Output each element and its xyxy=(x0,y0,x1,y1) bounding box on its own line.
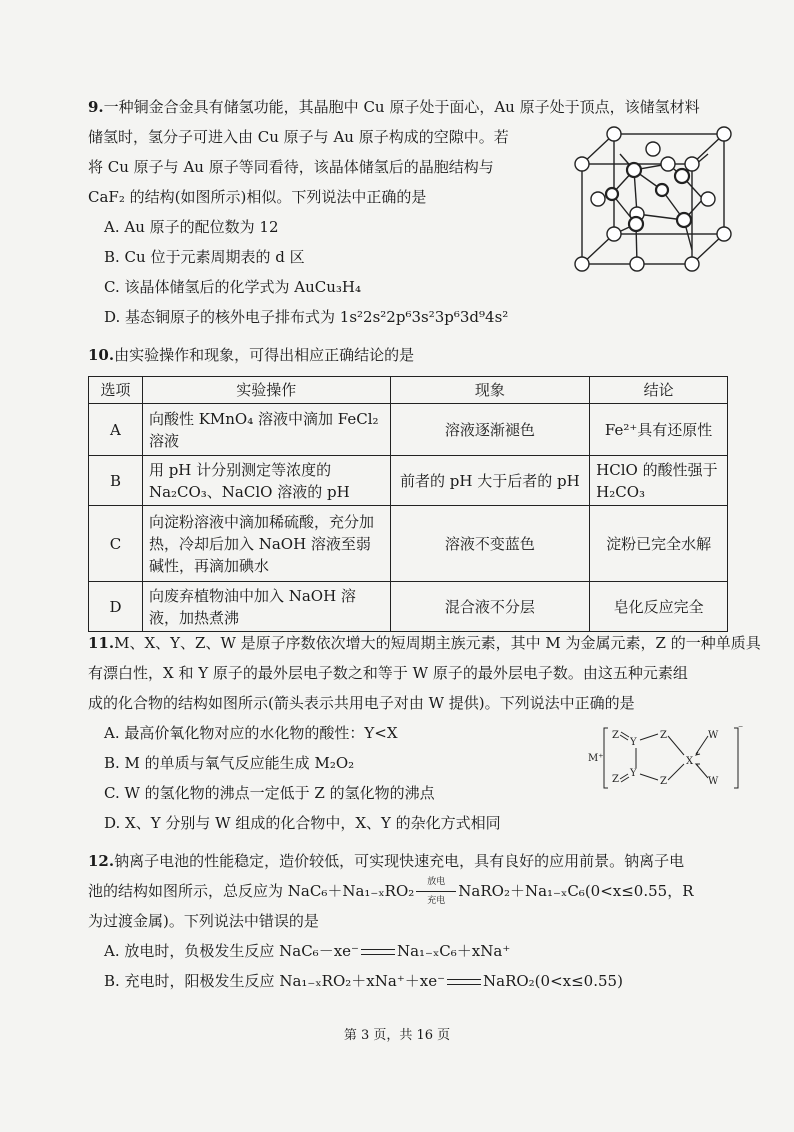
struct-charge: ⁻ xyxy=(738,724,744,735)
struct-w: W xyxy=(708,730,719,741)
table-row xyxy=(89,456,728,506)
option-a: A. 最高价氧化物对应的水化物的酸性：Y<X xyxy=(104,724,398,742)
crystal-structure-figure xyxy=(572,124,736,274)
option-c: C. W 的氢化物的沸点一定低于 Z 的氢化物的沸点 xyxy=(104,784,435,802)
question-text: 有漂白性，X 和 Y 原子的最外层电子数之和等于 W 原子的最外层电子数。由这五种元素组 xyxy=(88,664,688,682)
cell-phenomenon: 前者的 pH 大于后者的 pH xyxy=(390,456,590,506)
option-b: B. Cu 位于元素周期表的 d 区 xyxy=(104,248,305,266)
question-text: NaRO₂＋Na₁₋ₓC₆(0<x≤0.55，R xyxy=(458,882,694,900)
question-number: 9. xyxy=(88,98,104,116)
option-b: B. M 的单质与氧气反应能生成 M₂O₂ xyxy=(104,754,355,772)
table-header-row xyxy=(89,377,728,404)
table-row xyxy=(89,506,728,582)
question-text: 池的结构如图所示，总反应为 NaC₆＋Na₁₋ₓRO₂ xyxy=(88,882,415,900)
question-text: CaF₂ 的结构(如图所示)相似。下列说法中正确的是 xyxy=(88,188,427,206)
question-number: 11. xyxy=(88,634,115,652)
struct-y: Y xyxy=(630,768,637,779)
struct-z: Z xyxy=(660,730,667,741)
cell-option: C xyxy=(89,506,143,582)
question-12 xyxy=(88,846,748,996)
header-option: 选项 xyxy=(89,377,143,404)
question-text-equation xyxy=(88,876,748,906)
question-number: 10. xyxy=(88,346,115,364)
question-text: 储氢时，氢分子可进入由 Cu 原子与 Au 原子构成的空隙中。若 xyxy=(88,128,509,146)
table-row xyxy=(89,582,728,632)
cell-option: B xyxy=(89,456,143,506)
compound-structure-figure xyxy=(588,722,744,792)
struct-x: X xyxy=(686,756,694,767)
question-10 xyxy=(88,340,748,370)
option-c: C. 该晶体储氢后的化学式为 AuCu₃H₄ xyxy=(104,278,361,296)
cell-conclusion: Fe²⁺具有还原性 xyxy=(590,404,728,456)
page-footer: 第 3 页，共 16 页 xyxy=(343,1028,451,1043)
table-row xyxy=(89,404,728,456)
question-text: 钠离子电池的性能稳定，造价较低，可实现快速充电，具有良好的应用前景。钠离子电 xyxy=(114,852,685,870)
cell-operation: 用 pH 计分别测定等浓度的 Na₂CO₃、NaClO 溶液的 pH xyxy=(142,456,390,506)
option-a: A. 放电时，负极发生反应 NaC₆－xe⁻ Na₁₋ₓC₆＋xNa⁺ xyxy=(104,942,511,960)
question-text: 由实验操作和现象，可得出相应正确结论的是 xyxy=(114,346,415,364)
cell-phenomenon: 混合液不分层 xyxy=(390,582,590,632)
question-text: 为过渡金属)。下列说法中错误的是 xyxy=(88,912,319,930)
cell-conclusion: 皂化反应完全 xyxy=(590,582,728,632)
reversible-arrow xyxy=(414,877,458,907)
question-text: M、X、Y、Z、W 是原子序数依次增大的短周期主族元素，其中 M 为金属元素，Z 的一种单质具 xyxy=(114,634,761,652)
equals-sign xyxy=(447,979,481,985)
cell-phenomenon: 溶液不变蓝色 xyxy=(390,506,590,582)
cell-conclusion: 淀粉已完全水解 xyxy=(590,506,728,582)
cell-operation: 向淀粉溶液中滴加稀硫酸，充分加热，冷却后加入 NaOH 溶液至弱碱性，再滴加碘水 xyxy=(142,506,390,582)
question-text: 成的化合物的结构如图所示(箭头表示共用电子对由 W 提供)。下列说法中正确的是 xyxy=(88,694,635,712)
struct-w: W xyxy=(708,776,719,787)
cell-option: D xyxy=(89,582,143,632)
struct-z: Z xyxy=(612,774,619,785)
struct-z: Z xyxy=(612,730,619,741)
struct-z: Z xyxy=(660,776,667,787)
header-operation: 实验操作 xyxy=(142,377,390,404)
cell-operation: 向废弃植物油中加入 NaOH 溶液，加热煮沸 xyxy=(142,582,390,632)
option-b: B. 充电时，阳极发生反应 Na₁₋ₓRO₂＋xNa⁺＋xe⁻ NaRO₂(0<x≤0.55) xyxy=(104,972,623,990)
experiment-table xyxy=(88,376,728,632)
option-a: A. Au 原子的配位数为 12 xyxy=(104,218,279,236)
cell-operation: 向酸性 KMnO₄ 溶液中滴加 FeCl₂ 溶液 xyxy=(142,404,390,456)
arrow-label-discharge: 放电 xyxy=(427,877,446,887)
option-d: D. X、Y 分别与 W 组成的化合物中，X、Y 的杂化方式相同 xyxy=(104,814,501,832)
header-phenomenon: 现象 xyxy=(390,377,590,404)
cell-phenomenon: 溶液逐渐褪色 xyxy=(390,404,590,456)
question-number: 12. xyxy=(88,852,115,870)
header-conclusion: 结论 xyxy=(590,377,728,404)
equals-sign xyxy=(361,949,395,955)
arrow-label-charge: 充电 xyxy=(427,896,446,906)
option-d: D. 基态铜原子的核外电子排布式为 1s²2s²2p⁶3s²3p⁶3d⁹4s² xyxy=(104,308,509,326)
cell-option: A xyxy=(89,404,143,456)
cell-conclusion: HClO 的酸性强于 H₂CO₃ xyxy=(590,456,728,506)
struct-y: Y xyxy=(630,737,637,748)
struct-m: M⁺ xyxy=(588,753,604,764)
question-text: 将 Cu 原子与 Au 原子等同看待，该晶体储氢后的晶胞结构与 xyxy=(88,158,494,176)
question-text: 一种铜金合金具有储氢功能，其晶胞中 Cu 原子处于面心，Au 原子处于顶点，该储氢材料 xyxy=(103,98,700,116)
